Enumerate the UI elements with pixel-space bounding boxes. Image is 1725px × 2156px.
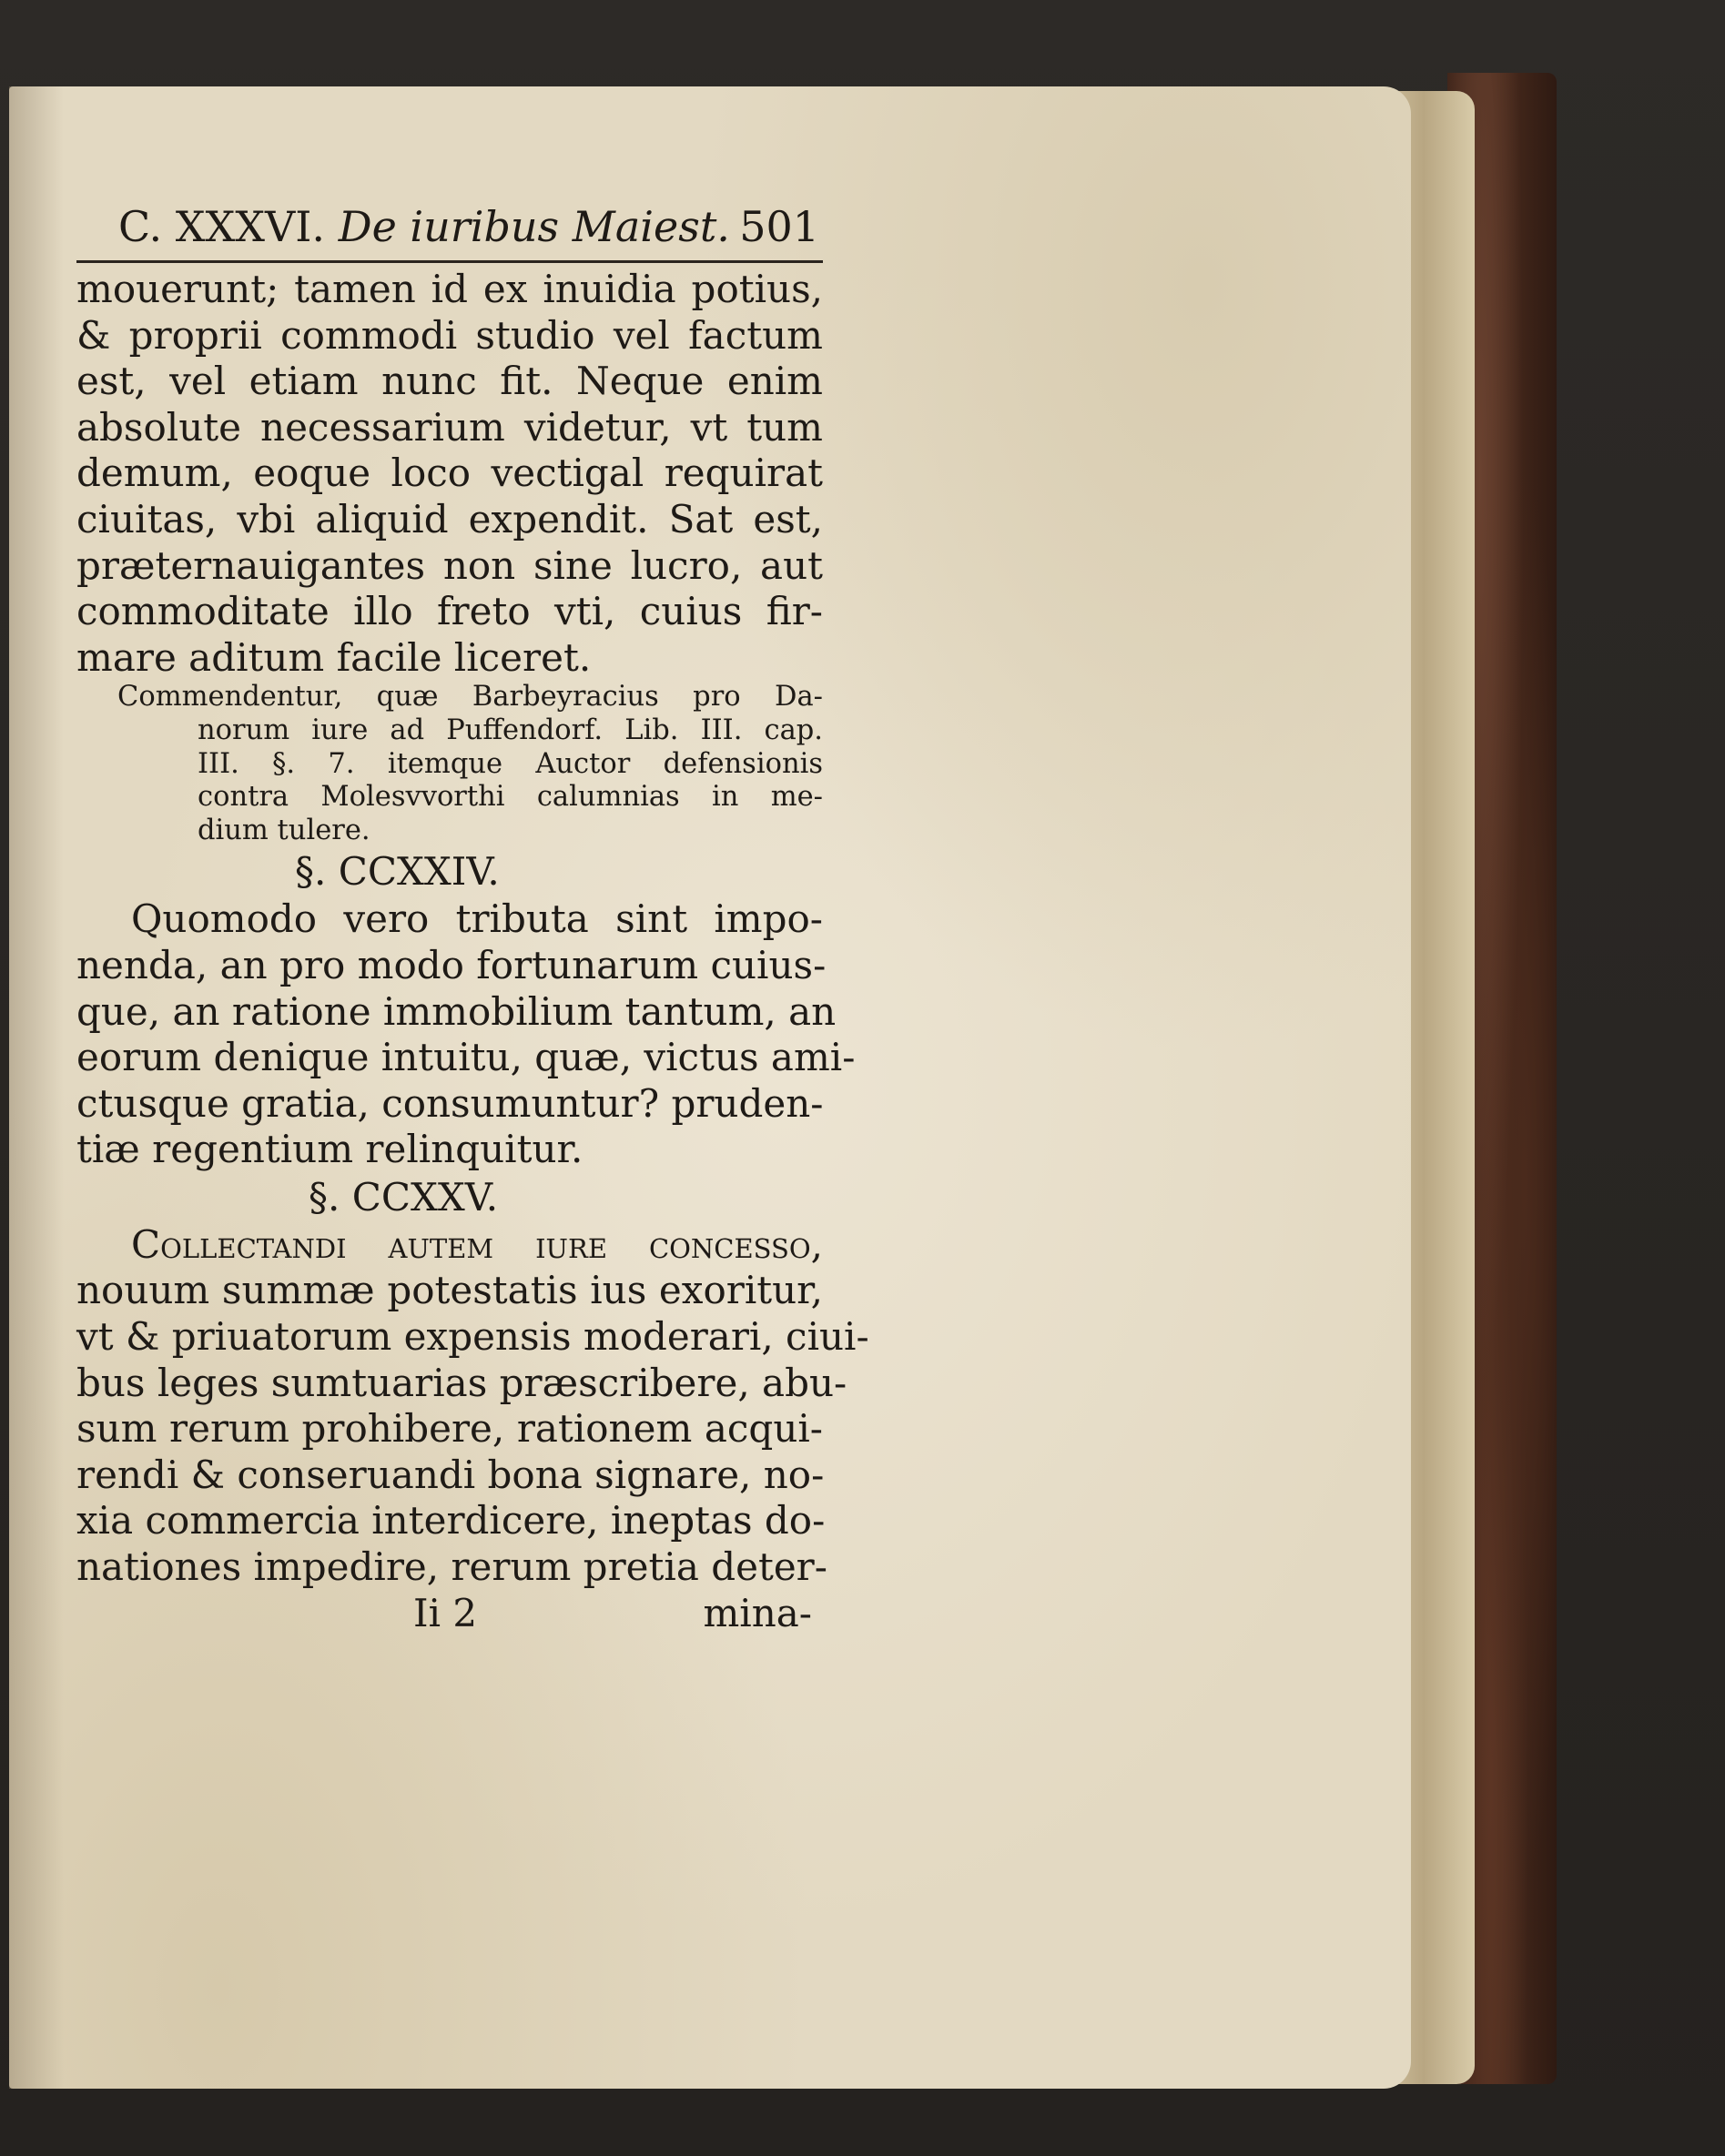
page-number: 501 xyxy=(739,202,819,251)
text-line: & proprii commodi studio vel factum xyxy=(76,312,823,358)
text-line: mouerunt; tamen id ex inuidia potius, xyxy=(76,267,823,311)
text-line: xia commercia interdicere, ineptas do- xyxy=(76,1498,826,1544)
text-line: absolute necessarium videtur, vt tum xyxy=(76,404,823,450)
text-line: sum rerum prohibere, rationem acqui- xyxy=(76,1406,823,1452)
page-footer xyxy=(76,1591,823,1636)
running-title: De iuribus Maiest. xyxy=(338,202,730,251)
paragraph-1 xyxy=(76,267,823,681)
note-line: dium tulere. xyxy=(198,814,370,846)
note-line: norum iure ad Puffendorf. Lib. III. cap. xyxy=(198,714,823,746)
text-line: eorum denique intuitu, quæ, victus ami- xyxy=(76,1035,856,1080)
text-line: vt & priuatorum expensis moderari, ciui- xyxy=(76,1314,869,1360)
text-line: Collectandi autem iure concesso, xyxy=(131,1221,823,1267)
header-left xyxy=(118,198,730,255)
text-line: mare aditum facile liceret. xyxy=(76,634,592,680)
text-line: que, an ratione immobilium tantum, an xyxy=(76,988,837,1034)
text-line: nouum summæ potestatis ius exoritur, xyxy=(76,1268,823,1313)
note-line: contra Molesvvorthi calumnias in me- xyxy=(198,781,823,814)
chapter-label: C. XXXVI. xyxy=(118,202,326,251)
spine-shadow xyxy=(9,86,64,2089)
header-rule xyxy=(76,260,823,263)
text-line: demum, eoque loco vectigal requirat xyxy=(76,450,823,496)
section-heading-ccxxiv: §. CCXXIV. xyxy=(295,849,500,895)
signature-mark: Ii 2 xyxy=(413,1590,478,1635)
note-line: Commendentur, quæ Barbeyracius pro Da- xyxy=(117,681,823,714)
text-line: nenda, an pro modo fortunarum cuius- xyxy=(76,942,827,987)
footnote xyxy=(76,681,823,847)
text-line: bus leges sumtuarias præscribere, abu- xyxy=(76,1360,847,1405)
text-line: Quomodo vero tributa sint impo- xyxy=(131,896,823,942)
paragraph-2 xyxy=(76,896,856,1173)
text-line: præternauigantes non sine lucro, aut xyxy=(76,542,823,588)
text-line: tiæ regentium relinquitur. xyxy=(76,1127,583,1172)
catchword: mina- xyxy=(703,1590,812,1635)
section-heading-ccxxv: §. CCXXV. xyxy=(309,1174,499,1220)
paragraph-3 xyxy=(76,1221,869,1591)
text-block xyxy=(76,198,869,1636)
page-body xyxy=(76,267,869,1591)
text-line: ctusque gratia, consumuntur? pruden- xyxy=(76,1080,824,1126)
text-line: rendi & conseruandi bona signare, no- xyxy=(76,1452,825,1497)
text-line: est, vel etiam nunc fit. Neque enim xyxy=(76,359,823,404)
running-header xyxy=(76,198,823,255)
text-line: ciuitas, vbi aliquid expendit. Sat est, xyxy=(76,496,823,542)
text-line: nationes impedire, rerum pretia deter- xyxy=(76,1544,827,1590)
text-line: commoditate illo freto vti, cuius fir- xyxy=(76,589,823,634)
note-line: III. §. 7. itemque Auctor defensionis xyxy=(198,747,823,780)
